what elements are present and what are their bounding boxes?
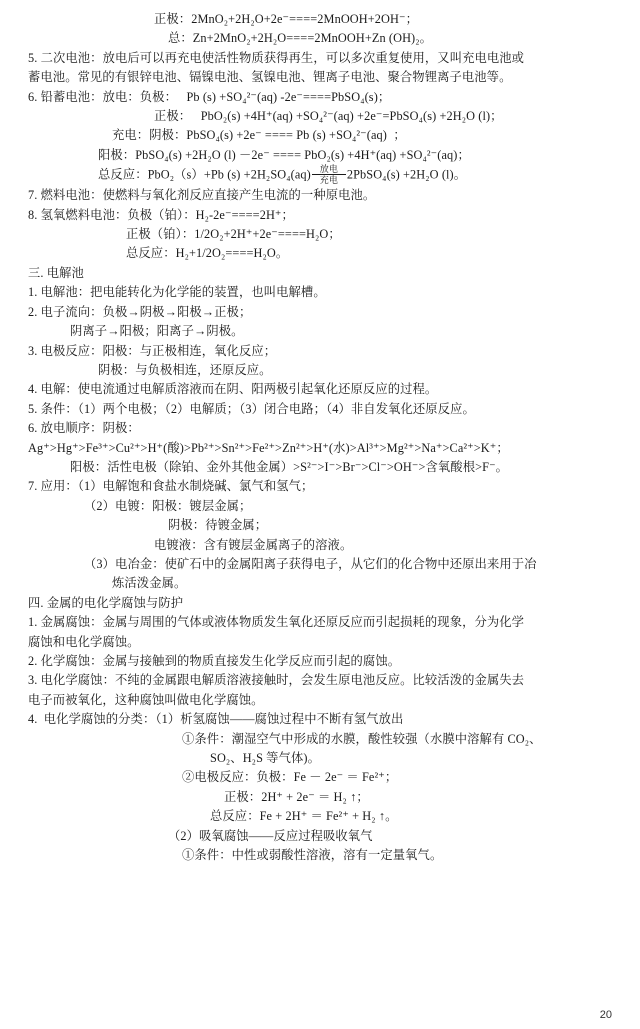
text-line: 阴极：与负极相连，还原反应。 (98, 362, 272, 377)
text-line: 总反应：Fe + 2H⁺ ＝ Fe²⁺ + H₂ ↑。 (210, 809, 398, 824)
text-line: 阴极：待镀金属； (168, 518, 268, 533)
line-text-part: 总反应：PbO₂（s）+Pb (s) +2H₂SO₄(aq) (98, 167, 311, 182)
text-line: 正极：2MnO₂+2H₂O+2e⁻====2MnOOH+2OH⁻； (154, 12, 418, 26)
text-line: 8. 氢氧燃料电池：负极（铂）：H₂-2e⁻====2H⁺； (28, 207, 294, 222)
text-line: 总：Zn+2MnO₂+2H₂O====2MnOOH+Zn (OH)₂。 (168, 31, 433, 46)
text-line: （2）电镀：阳极：镀层金属； (84, 498, 252, 513)
text-line: 5. 二次电池：放电后可以再充电使活性物质获得再生，可以多次重复使用，又叫充电电池或 (28, 50, 525, 65)
text-line: 腐蚀和电化学腐蚀。 (28, 634, 140, 649)
text-line: ②电极反应：负极：Fe － 2e⁻ ＝ Fe²⁺； (182, 770, 398, 785)
text-line: 1. 金属腐蚀：金属与周围的气体或液体物质发生氧化还原反应而引起损耗的现象，分为化学 (28, 615, 525, 630)
text-line: （3）电冶金：使矿石中的金属阳离子获得电子，从它们的化合物中还原出来用于冶 (84, 556, 537, 571)
text-line: ①条件：中性或弱酸性溶液，溶有一定量氧气。 (182, 848, 443, 863)
text-line: 电镀液：含有镀层金属离子的溶液。 (154, 537, 353, 552)
line-text-tail: 2PbSO₄(s) +2H₂O (l)。 (346, 167, 467, 182)
text-line: 四. 金属的电化学腐蚀与防护 (28, 595, 184, 610)
text-line: 1. 电解池：把电能转化为化学能的装置，也叫电解槽。 (28, 285, 326, 300)
text-line: 4. 电化学腐蚀的分类：（1）析氢腐蚀——腐蚀过程中不断有氢气放出 (28, 712, 404, 727)
text-line: 正极： PbO₂(s) +4H⁺(aq) +SO₄²⁻(aq) +2e⁻=PbSO₄(s) +2H₂O (l)； (154, 109, 503, 124)
text-line: 阳极：PbSO₄(s) +2H₂O (l) －2e⁻ ==== PbO₂(s) +4H⁺(aq) +SO₄²⁻(aq)； (98, 147, 470, 162)
text-line: 6. 放电顺序：阴极：Ag⁺>Hg⁺>Fe³⁺>Cu²⁺>H⁺(酸)>Pb²⁺>Sn²⁺>Fe²⁺>Zn²⁺>H⁺(水)>Al³⁺>Mg²⁺>Na⁺>Ca²⁺>K⁺； (28, 421, 509, 455)
text-line: 3. 电化学腐蚀：不纯的金属跟电解质溶液接触时，会发生原电池反应。比较活泼的金属失去 (28, 673, 525, 688)
text-line: 阴离子→阳极；阳离子→阴极。 (70, 324, 244, 339)
text-line: 4. 电解：使电流通过电解质溶液而在阴、阳两极引起氧化还原反应的过程。 (28, 382, 438, 397)
text-line: SO₂、H₂S 等气体)。 (210, 751, 320, 766)
text-line (28, 165, 612, 186)
text-line: 正极：2H⁺ + 2e⁻ ＝ H₂ ↑； (224, 789, 369, 804)
text-line: 阳极：活性电极（除铂、金外其他金属）>S²⁻>I⁻>Br⁻>Cl⁻>OH⁻>含氧酸根>F⁻。 (70, 459, 509, 474)
text-line: 电子而被氧化，这种腐蚀叫做电化学腐蚀。 (28, 692, 264, 707)
text-line: 7. 应用：（1）电解饱和食盐水制烧碱、氯气和氢气； (28, 479, 314, 494)
reaction-condition: 放电 充电 (312, 164, 346, 185)
text-line: 2. 化学腐蚀：金属与接触到的物质直接发生化学反应而引起的腐蚀。 (28, 654, 401, 668)
text-line: 7. 燃料电池：使燃料与氧化剂反应直接产生电流的一种原电池。 (28, 188, 376, 203)
text-line: 2. 电子流向：负极→阴极→阳极→正极； (28, 304, 252, 319)
text-line: 总反应：H₂+1/2O₂====H₂O。 (126, 246, 289, 261)
text-line: 蓄电池。常见的有银锌电池、镉镍电池、氢镍电池、锂离子电池、聚合物锂离子电池等。 (28, 70, 512, 85)
text-line: （2）吸氧腐蚀——反应过程吸收氧气 (168, 828, 373, 843)
text-line: 充电：阴极：PbSO₄(s) +2e⁻ ==== Pb (s) +SO₄²⁻(aq) ； (112, 128, 406, 143)
document-body (28, 10, 612, 865)
page-number: 20 (599, 1009, 612, 1021)
text-line: ①条件：潮湿空气中形成的水膜，酸性较强（水膜中溶解有 CO₂、 (182, 731, 542, 746)
text-line: 5. 条件：（1）两个电极；（2）电解质；（3）闭合电路；（4）非自发氧化还原反应。 (28, 401, 475, 416)
text-line: 3. 电极反应：阳极：与正极相连，氧化反应； (28, 343, 277, 358)
text-line: 炼活泼金属。 (112, 576, 187, 591)
text-line: 6. 铅蓄电池：放电：负极： Pb (s) +SO₄²⁻(aq) -2e⁻====PbSO₄(s)； (28, 89, 391, 104)
text-line: 三. 电解池 (28, 265, 84, 280)
text-line: 正极（铂）：1/2O₂+2H⁺+2e⁻====H₂O； (126, 227, 341, 242)
